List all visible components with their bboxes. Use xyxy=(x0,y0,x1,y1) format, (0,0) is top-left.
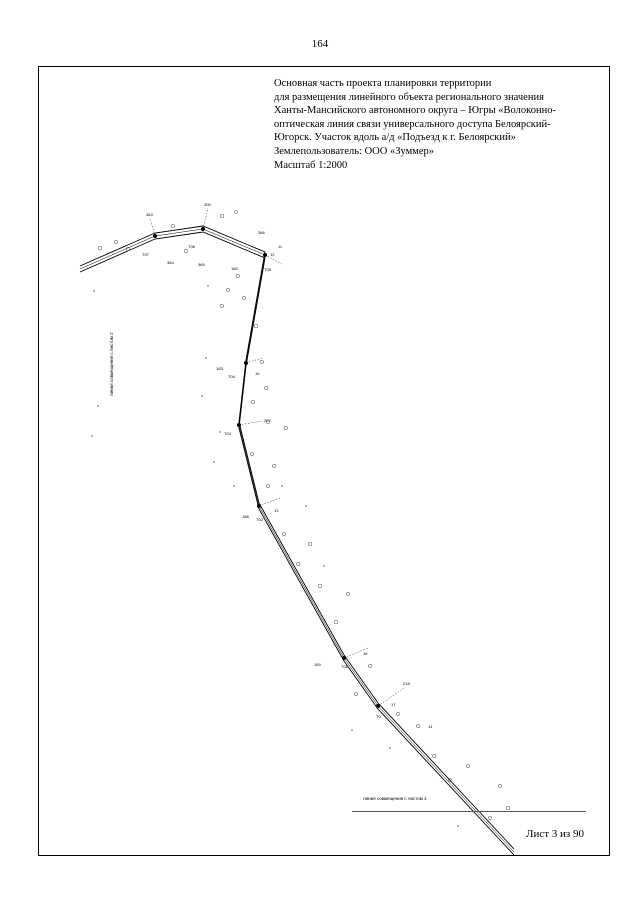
misc-label-365: 365 xyxy=(198,262,205,267)
route-axis xyxy=(80,229,514,852)
point-number-189: 189 xyxy=(314,662,321,667)
misc-label-15: 15 xyxy=(255,371,260,376)
title-line-4: оптическая линия связи универсального доступа Белоярский- xyxy=(274,118,551,130)
point-label-t06: Т06 xyxy=(188,244,195,249)
point-number-183: 183 xyxy=(216,366,223,371)
title-line-2: для размещения линейного объекта регионального значения xyxy=(274,91,544,103)
turning-points xyxy=(153,227,380,708)
misc-label-364: 364 xyxy=(167,260,174,265)
point-number-207: 207 xyxy=(264,418,271,423)
point-label-t03: Т03 xyxy=(224,431,231,436)
title-line-3: Ханты-Мансийского автономного округа – Югры «Волоконно- xyxy=(274,105,556,117)
point-label-t05: Т05 xyxy=(264,267,271,272)
scale-line: Масштаб 1:2000 xyxy=(274,159,348,171)
misc-label-13: 13 xyxy=(274,508,279,513)
match-note-bottom: линия совмещения с листом 4 xyxy=(363,796,427,801)
point-number-306: 306 xyxy=(204,202,211,207)
title-line-5: Югорск. Участок вдоль а/д «Подъезд к г. Белоярский» xyxy=(274,132,516,144)
misc-label-16: 16 xyxy=(363,651,368,656)
survey-dots xyxy=(91,285,458,826)
point-label-t07: Т07 xyxy=(142,252,149,257)
point-label-t0: Т0 xyxy=(376,714,381,719)
land-user-line: Землепользователь: ООО «Зуммер» xyxy=(274,145,435,157)
misc-label-12: 12 xyxy=(270,252,275,257)
point-label-t02: Т02 xyxy=(256,517,263,522)
survey-symbols xyxy=(98,210,510,820)
point-number-165: 165 xyxy=(231,266,238,271)
misc-label-366: 366 xyxy=(258,230,265,235)
misc-label-17: 17 xyxy=(391,702,396,707)
point-label-t04: Т04 xyxy=(228,374,235,379)
leader-lines xyxy=(150,208,404,706)
sheet-label: Лист 3 из 90 xyxy=(526,828,585,840)
point-number-188: 188 xyxy=(242,514,249,519)
title-line-1: Основная часть проекта планировки территории xyxy=(274,78,492,89)
route-corridor xyxy=(80,226,514,855)
point-label-t01: Т01 xyxy=(341,664,348,669)
match-note-top: линия совмещения с листом 2 xyxy=(109,332,114,396)
misc-label-11: 11 xyxy=(278,244,283,249)
match-line xyxy=(352,811,586,812)
page-number: 164 xyxy=(311,38,329,50)
point-number-218: 218 xyxy=(403,681,410,686)
misc-label-14: 14 xyxy=(428,724,433,729)
point-number-363: 363 xyxy=(146,212,153,217)
route-plan xyxy=(38,66,610,856)
